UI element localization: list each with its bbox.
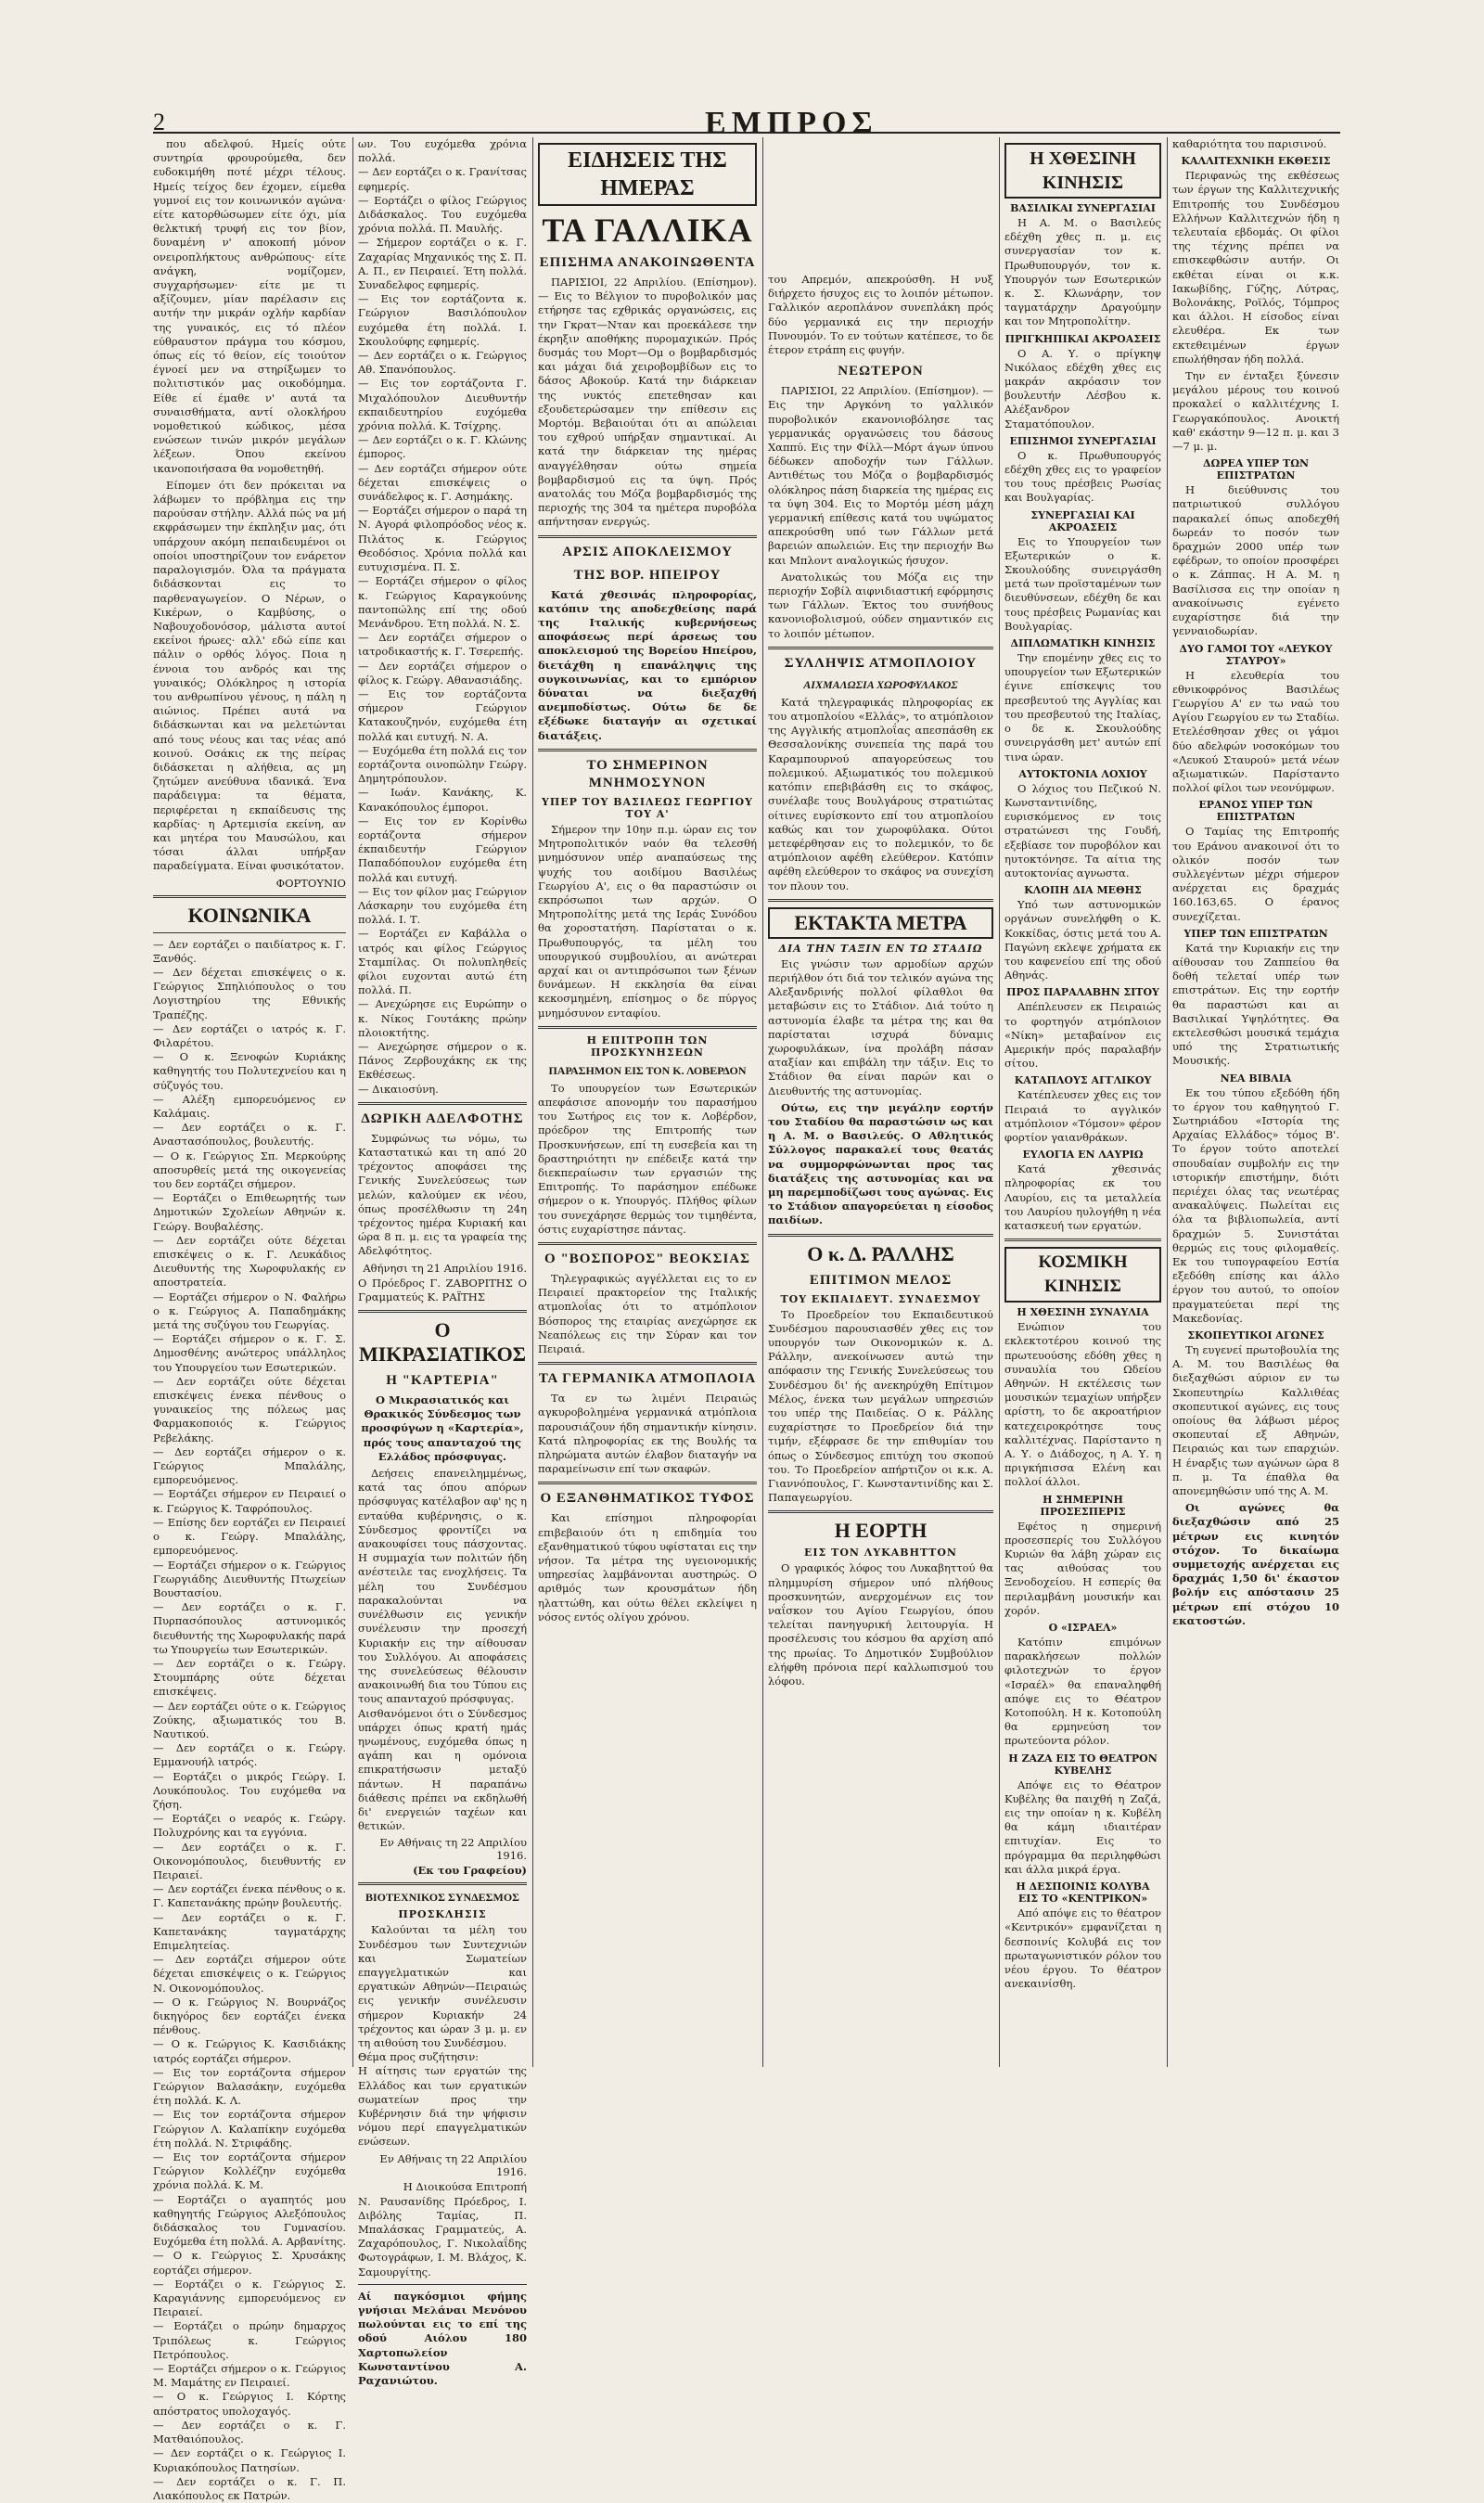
section-text: Εκ του τύπου εξεδόθη ήδη το έργον του καθηγητού Γ. Σωτηριάδου «Ιστορία της Αρχαίας Ελλάδος» τόμος Β'. Το έργον τούτο αποτελεί σπουδαίαν συμβολήν εις την ιστορικήν επιστήμην, διότι περιέχει όλας τας νεωτέρας ανακαλύψεις. Πωλείται εις όλα τα βιβλιοπωλεία, αντί δραχμών 5. Συνιστάται θερμώς εις τους φιλομαθείς. Εκ του τυπογραφείου Εστία εξεδόθη επίσης και άλλο έργον του αυτού, το οποίον πραγματεύεται περί της Μακεδονίας. [1172,1085,1339,1325]
section-text: Από απόψε εις το θέατρον «Κεντρικόν» εμφανίζεται η δεσποινίς Κολυβά εις τον πρωταγωνιστικόν ρόλον του νέου έργου. Το θέατρον ανεκαινίσθη. [1004,1906,1161,1991]
section-text: Απόψε εις το Θέατρον Κυβέλης θα παιχθή η Ζαζά, εις την οποίαν η κ. Κυβέλη θα κάμη ιδιαιτέραν επιτυχίαν. Εις το πρόγραμμα θα περιληφθώσι και άλλα μικρά έργα. [1004,1778,1161,1876]
main-subheadline: ΕΠΙΣΗΜΑ ΑΝΑΚΟΙΝΩΘΕΝΤΑ [539,255,756,270]
section-heading: ΠΡΙΓΚΗΠΙΚΑΙ ΑΚΡΟΑΣΕΙΣ [1004,332,1161,345]
ektakta-text: Εις γνώσιν των αρμοδίων αρχών περιήλθον ότι διά τον τελικόν αγώνα της Αλεξανδρινής πολλοί φίλαθλοι θα μεταβώσιν εις το Στάδιον. Διά τούτο η αστυνομία έλαβε τα μέτρα της και θα παρίσταται ισχυρά δύναμις χωροφυλάκων, ίνα προλάβη πάσαν αταξίαν και επιβάλη την τάξιν. Εις το Στάδιον θα είναι παρών και ο Διευθυντής της αστυνομίας. [768,956,993,1097]
section-text: Εφέτος η σημερινή προσεσπερίς του Συλλόγου Κυριών θα λάβη χώραν εις τας αιθούσας του Ξενοδοχείου. Η εσπερίς θα περιλαμβάνη μουσικήν και χορόν. [1004,1519,1161,1617]
section-text: Κατά την Κυριακήν εις την αίθουσαν του Ζαππείου θα δοθή τελεταί υπέρ των επιστράτων. Εις την εορτήν θα παραστώσι και αι Βασιλικαί Υψηλότητες. Θα εκτελεσθώσι μουσικά τεμάχια υπό της Στρατιωτικής Μουσικής. [1172,941,1339,1068]
divider [153,932,346,933]
section-heading: ΔΩΡΕΑ ΥΠΕΡ ΤΩΝ ΕΠΙΣΤΡΑΤΩΝ [1202,457,1310,482]
syllipsis-text: Κατά τηλεγραφικάς πληροφορίας εκ του ατμοπλοίου «Ελλάς», το ατμόπλοιον της Αγγλικής ατμοπλοΐας απεσπάσθη εκ Θεσσαλονίκης συνεπεία της παρά του Καραμπουρνού απαγορεύσεως του πολεμικού. Αξιωματικός του πολεμικού κατόπιν επεβιβάσθη εις το σκάφος, συνέλαβε τους Βουλγάρους στρατιώτας οίτινες ευρίσκοντο επί του ατμοπλοίου καθώς και τον χωροφύλακα. Ούτοι μετεφέρθησαν εις το πολεμικόν, το δε ατμόπλοιον αφέθη ελεύθερον. Κατόπιν αφέθη ελεύθερον το σκάφος να συνεχίση τον πλουν του. [768,695,993,892]
french-communique: ΠΑΡΙΣΙΟΙ, 22 Απριλίου. (Επίσημον). — Εις το Βέλγιον το πυροβολικόν μας ετήρησε τας εχθρικάς οργανώσεις, εις την Γκρατ—Νταν και προεκάλεσε την έκρηξιν αποθήκης πυρομαχικών. Πρός δυσμάς του Μορτ—Ομ ο βομβαρδισμός και μάχαι διά χειροβομβίδων εις το δάσος Αβοκούρ. Κατά την διάρκειαν της νυκτός επετεθησαν και εξουδετερώσαμεν την επίθεσιν εις Μορτόμ. Βεβαιούται ότι αι απώλειαι του εχθρού υπήρξαν σημαντικαί. Αι κατά την διάρκειαν της ημέρας αναγγέλθησαν ούτω σημεία βομβαρδισμού εις τα ύψη. Πρός ανατολάς του Μόζα βομβαρδισμός της περιοχής της 304 τα ημέτερα πυροβόλα απήντησαν ενεργώς. [538,276,757,529]
section-heading: ΒΑΣΙΛΙΚΑΙ ΣΥΝΕΡΓΑΣΙΑΙ [1010,202,1156,214]
section-heading: ΥΠΕΡ ΤΩΝ ΕΠΙΣΤΡΑΤΩΝ [1183,927,1328,940]
kosmiki-heading: ΚΟΣΜΙΚΗ ΚΙΝΗΣΙΣ [1004,1247,1161,1303]
column-rule [999,137,1000,2067]
column-5 [1004,137,1161,2067]
section-text: Τη ευγενεί πρωτοβουλία της Α. Μ. του Βασιλέως θα διεξαχθώσι αύριον εν τω Σκοπευτηρίω Καλλιθέας σκοπευτικοί αγώνες, εις τους οποίους θα λάβωσι μέρος σκοπευταί εξ Αθηνών, Πειραιώς και των επαρχιών. Η έναρξις των αγώνων ώρα 8 π. μ. Τα έπαθλα θα απονεμηθώσιν υπό της Α. Μ. [1172,1343,1339,1498]
divider [358,2284,527,2285]
viotechnikos-subheading: ΠΡΟΣΚΛΗΣΙΣ [398,1908,487,1921]
viotechnikos-text: Καλούνται τα μέλη του Συνδέσμου των Συντεχνιών και Σωματείων επαγγελματικών και εργατικών Αθηνών—Πειραιώς εις γενικήν συνέλευσιν σήμερον Κυριακήν 24 τρέχοντος και ώραν 3 μ. μ. εν τη αιθούση του Συνδέσμου. Θέμα προς συζήτησιν: Η αίτησις των εργατών της Ελλάδος και των εργατικών σωματείων προς την Κυβέρνησιν διά την ψήφισιν νόμου περί επαγγελματικών ενώσεων. [358,1923,527,2149]
divider [768,1510,993,1513]
mikrasiatikos-subheading: Η "ΚΑΡΤΕΡΙΑ" [386,1373,499,1389]
divider [538,1242,757,1245]
divider [538,1362,757,1365]
proskinisi-text: Το υπουργείον των Εσωτερικών απεφάσισε απονομήν του παρασήμου του Σωτήρος εις τον κ. Λοβέρδον, πρόεδρον της Επιτροπής των Προσκυνήσεων, επί τη ευσεβεία και τη δραστηριότητι ην επέδειξε κατά την διεκπεραίωσιν των εργασιών της Επιτροπής. Το παράσημον επέδωκε σήμερον ο κ. Υπουργός. Πλήθος φίλων του συνεχάρησε θερμώς τον τιμηθέντα, όστις ευχαρίστησε πάντας. [538,1081,757,1236]
column-1 [153,137,346,2502]
neoteron-heading: ΝΕΩΤΕΡΟΝ [838,364,924,379]
divider [358,1102,527,1105]
proskinisi-heading: Η ΕΠΙΤΡΟΠΗ ΤΩΝ ΠΡΟΣΚΥΝΗΣΕΩΝ [586,1033,709,1059]
mnimosyno-text: Σήμερον την 10ην π.μ. ώραν εις τον Μητροπολιτικόν ναόν θα τελεσθή μνημόσυνον υπέρ αναπαύσεως της ψυχής του αοιδίμου Βασιλέως Γεωργίου Α', εις ο θα παραστώσιν οι εκπρόσωποι των αρχών. Ο Μητροπολίτης μετά της Ιεράς Συνόδου θα χοροστατήση. Παρίσταται ο κ. Πρωθυπουργός, τα μέλη του υπουργικού συμβουλίου, αι ανώτεραι αρχαί και οι αντιπρόσωποι των ξένων δυνάμεων. Η εκκλησία θα είναι κεκοσμημένη, επίσημος ο δε πύργος μνημόσυνον ενταφίου. [538,822,757,1020]
section-text: Περιφανώς της εκθέσεως των έργων της Καλλιτεχνικής Επιτροπής του Συνδέσμου Ελλήνων Καλλιτεχνών ήδη η τελευταία εβδομάς. Οι φίλοι της τέχνης πρέπει να επισκεφθώσιν αυτήν. Οι εκθέται είναι οι κ.κ. Ιακωβίδης, Γύζης, Λύτρας, Βολονάκης, Ροϊλός, Τόμπρος και άλλοι. Η είσοδος είναι ελευθέρα. Εκ των εκτεθειμένων έργων επωλήθησαν ήδη πολλά. [1172,169,1339,366]
column-rule [352,137,353,2067]
viotechnikos-heading: ΒΙΟΤΕΧΝΙΚΟΣ ΣΥΝΔΕΣΜΟΣ [365,1891,520,1905]
section-text: Ενώπιον του εκλεκτοτέρου κοινού της πρωτευούσης εδόθη χθες η συναυλία του Ωδείου Αθηνών. Η εκτέλεσις των μουσικών τεμαχίων υπήρξεν αρίστη, το δε ακροατήριον κατεχειροκρότησε τους καλλιτέχνας. Παρίσταντο η Α. Υ. ο Διάδοχος, η Α. Υ. η πριγκήπισσα Ελένη και πολλοί άλλοι. [1004,1320,1161,1489]
section-text: Ο κ. Πρωθυπουργός εδέχθη χθες εις το γραφείον του τους πρέσβεις Ρωσίας και Βουλγαρίας. [1004,448,1161,505]
section-heading: ΕΡΑΝΟΣ ΥΠΕΡ ΤΩΝ ΕΠΙΣΤΡΑΤΩΝ [1198,799,1313,824]
mikrasiatikos-signature: (Εκ του Γραφείου) [413,1864,527,1878]
eorti-heading: Η ΕΟΡΤΗ [834,1519,928,1543]
section-text: Κατόπιν επιμόνων παρακλήσεων πολλών φιλοτεχνών το έργον «Ισραέλ» θα επαναληφθή απόψε εις το Θέατρον Κοτοπούλη. Η κ. Κοτοπούλη θα ερμηνεύση τον πρωτεύοντα ρόλον. [1004,1636,1161,1748]
section-text: Υπό των αστυνομικών οργάνων συνελήφθη ο Κ. Κοκκίδας, όστις μετά του Α. Παγώνη εκλεψε χρήματα εκ του καφενείου επί της οδού Αθηνάς. [1004,898,1161,982]
proskinisi-subheading: ΠΑΡΑΣΗΜΟΝ ΕΙΣ ΤΟΝ Κ. ΛΟΒΕΡΔΟΝ [548,1063,747,1077]
section-text: Η Α. Μ. ο Βασιλεύς εδέχθη χθες π. μ. εις συνεργασίαν τον κ. Πρωθυπουργόν, τον κ. Υπουργόν των Εσωτερικών κ. Σ. Κλωνάρην, τον ταγματάρχην Δραγούμην και τον Μητροπολίτην. [1004,216,1161,328]
byline: ΦΟΡΤΟΥΝΙΟ [275,876,346,890]
column-rule [762,137,763,2067]
eorti-subheading: ΕΙΣ ΤΟΝ ΛΥΚΑΒΗΤΤΟΝ [804,1547,957,1560]
section-text: Κατέπλευσεν χθες εις τον Πειραιά το αγγλικόν ατμόπλοιον «Τόμσον» φέρον φορτίον γαιανθράκων. [1004,1088,1161,1144]
syllipsis-heading: ΣΥΛΛΗΨΙΣ ΑΤΜΟΠΛΟΙΟΥ [784,655,978,671]
section-heading: ΣΚΟΠΕΥΤΙΚΟΙ ΑΓΩΝΕΣ [1187,1329,1324,1342]
mikrasiatikos-lead: Ο Μικρασιατικός και Θρακικός Σύνδεσμος των προσφύγων η «Καρτερία», πρός τους απανταχού της Ελλάδος πρόσφυγας. [361,1393,524,1463]
section-heading: ΕΥΛΟΓΙΑ ΕΝ ΛΑΥΡΙΩ [1022,1149,1144,1162]
ektakta-text-2: Ούτω, εις την μεγάλην εορτήν του Σταδίου θα παραστώσιν ως και η Α. Μ. ο Βασιλεύς. Ο Αθλητικός Σύλλογος παρακαλεί τους θεατάς να συμμορφώνωνται προς τας διατάξεις της αστυνομίας και να μη παρεμποδίζωσι τους αγώνας. Εις το Στάδιον απαγορεύεται η είσοδος παιδίων. [768,1100,993,1227]
adelfotis-signature: Ο Πρόεδρος Γ. ΖΑΒΟΡΙΤΗΣ Ο Γραμματεύς Κ. ΡΑΪΤΗΣ [358,1276,527,1303]
divider [538,535,757,538]
section-text: Ο Α. Υ. ο πρίγκηψ Νικόλαος εδέχθη χθες εις μακράν ακρόασιν τον βουλευτήν Λέσβου κ. Αλέξανδρον Σταματόπουλον. [1004,346,1161,430]
section-heading: ΕΠΙΣΗΜΟΙ ΣΥΝΕΡΓΑΣΙΑΙ [1009,434,1157,447]
germanika-text: Τα εν τω λιμένι Πειραιώς αγκυροβολημένα γερμανικά ατμόπλοια παρουσιάζουν ήδη σημαντικήν κίνησιν. Κατά πληροφορίας εκ της Βουλής τα πληρώματα αυτών έλαβον διαταγήν να παραμείνωσιν επί των σκαφών. [538,1392,757,1476]
section-text: Η διεύθυνσις του πατριωτικού συλλόγου παρακαλεί όπως αποδεχθή δωρεάν το ποσόν των δραχμών 2000 υπέρ των εφέδρων, το οποίον προσφέρει ο κ. Ζάππας. Η Α. Μ. η Βασίλισσα εις την οποίαν η ανακοίνωσις εγένετο ευχαρίστησε διά την γενναιοδωρίαν. [1172,483,1339,638]
mnimosyno-subheading: ΥΠΕΡ ΤΟΥ ΒΑΣΙΛΕΩΣ ΓΕΩΡΓΙΟΥ ΤΟΥ Α' [542,795,753,820]
germanika-heading: ΤΑ ΓΕΡΜΑΝΙΚΑ ΑΤΜΟΠΛΟΙΑ [538,1371,757,1387]
feuilleton-text: Είπομεν ότι δεν πρόκειται να λάβωμεν το πρόβλημα εις την παρούσαν στήλην. Αλλά πώς να μή εκφράσωμεν την έκπληξιν μας, ότι υπάρχουν ακόμη πεπαιδευμένοι οι οποίοι υποστηρίζουν τον ενάρετον παραλογισμόν. Όλα τα πράγματα διδάσκονται εις το παρθεναγωγείον. Ο Νέρων, ο Κικέρων, ο Καμβύσης, ο Ναβουχοδονόσορ, μάλιστα αυτοί εκείνοι ήρωες· αλλ' εδώ είπε και πάλιν ο ορθός λόγος. Ποια η έννοια του ανδρός και της γυναικός; Ολόκληρος η ιστορία του ανθρωπίνου γένους, η πάλη η αιώνιος. Πρέπει αυτά να διδάσκωνται και να μελετώνται από τους νέους και τας νέας από κοινού. Οσάκις εκ της πείρας διδάσκεται η αλήθεια, ας μη ζητώμεν ανεύθυνα ιδανικά. Ένα παράδειγμα: τα θέματα, περιφέρεται η εκπαίδευσις της καρδίας· η Αρτεμισία εκείνη, αν και μητέρα του Μαυσώλου, και τόσαι άλλαι υπήρξαν παραδείγματα. Είναι φυσικότατον. [153,478,346,873]
masthead: ΕΜΠΡΟΣ [705,106,878,140]
section-text: καθαριότητα του παρισινού. [1172,137,1327,150]
koinonika-heading: ΚΟΙΝΩΝΙΚΑ [187,903,312,927]
section-heading: ΝΕΑ ΒΙΒΛΙΑ [1220,1072,1292,1085]
rallis-subheading-2: ΤΟΥ ΕΚΠΑΙΔΕΥΤ. ΣΥΝΔΕΣΜΟΥ [780,1292,981,1305]
section-heading: ΚΑΛΛΙΤΕΧΝΙΚΗ ΕΚΘΕΣΙΣ [1181,155,1331,168]
section-text: Ο Ταμίας της Επιτροπής του Εράνου ανακοινοί ότι το ολικόν ποσόν των συλλεγέντων μέχρι σήμερον ανέρχεται εις δραχμάς 160.163,65. Ο έρανος συνεχίζεται. [1172,825,1339,923]
tyfos-heading: Ο ΕΞΑΝΘΗΜΑΤΙΚΟΣ ΤΥΦΟΣ [540,1491,755,1507]
section-heading: ΔΙΠΛΩΜΑΤΙΚΗ ΚΙΝΗΣΙΣ [1010,637,1156,650]
neoteron-text: ΠΑΡΙΣΙΟΙ, 22 Απριλίου. (Επίσημον). — Εις την Αργκόνη το γαλλικόν πυροβολικόν εκανονιοβόλησε τας γερμανικάς οργανώσεις του δάσους Χαππύ. Εις την Φίλλ—Μόρτ άγων ύπνου δέδωκεν αποδοχήν των Γάλλων. Αντιθέτως του Μόζα ο βομβαρδισμός ολόκληρος πάση διαρκεία της ημέρας εις τα ύψη 304. Εις το Μορτόμ μέση μάχη γερμανική επίθεσις κατά του υψώματος απεκρούσθη υπό των Γάλλων μετά βαρειών απωλειών. Εις την περιοχήν Βω και Μπλοντ αναλογικώς ήσυχον. [768,384,993,567]
mnimosyno-heading: ΤΟ ΣΗΜΕΡΙΝΟΝ ΜΝΗΜΟΣΥΝΟΝ [586,757,709,790]
social-notes-cont: ων. Του ευχόμεθα χρόνια πολλά. — Δεν εορτάζει ο κ. Γρανίτσας εφημερίς. — Εορτάζει ο φίλος Γεώργιος Διδάσκαλος. Του ευχόμεθα χρόνια πολλά. Π. Μαυλής. — Σήμερον εορτάζει ο κ. Γ. Ζαχαρίας Μηχανικός της Σ. Π. Α. Π., εν Πειραιεί. Έτη πολλά. Συναδελφος εφημερίς. — Εις τον εορτάζοντα κ. Γεώργιον Βασιλόπουλον ευχόμεθα έτη πολλά. Ι. Σκουλούφης εφημερίς. — Δεν εορτάζει ο κ. Γεώργιος Αθ. Σπανόπουλος. — Εις τον εορτάζοντα Γ. Μιχαλόπουλον Διευθυντήν εκπαιδευτηρίου ευχόμεθα χρόνια πολλά. Κ. Τσίχρης. — Δεν εορτάζει ο κ. Γ. Κλώνης έμπορος. — Δεν εορτάζει σήμερον ούτε δέχεται επισκέψεις ο συνάδελφος κ. Γ. Ασημάκης. — Εορτάζει σήμερον ο παρά τη Ν. Αγορά φιλοπρόοδος νέος κ. Πιλάτος κ. Γεώργιος Θεοδόσιος. Χρόνια πολλά και ευτυχισμένα. Π. Σ. — Εορτάζει σήμερον ο φίλος κ. Γεώργιος Καραγκούνης παντοπώλης επί της οδού Μενάνδρου. Έτη πολλά. Ν. Σ. — Δεν εορτάζει σήμερον ο ιατροδικαστής κ. Γ. Τσερεπής. — Δεν εορτάζει σήμερον ο φίλος κ. Γεώργ. Αθανασιάδης. — Εις τον εορτάζοντα σήμερον Γεώργιον Κατακουζηνόν, ευχόμεθα έτη πολλά και ευτυχή. Ν. Α. — Ευχόμεθα έτη πολλά εις τον εορτάζοντα οινοπώλην Γεώργ. Δημητρόπουλον. — Ιωάν. Κανάκης, Κ. Κανακόπουλος έμποροι. — Εις τον εν Κορίνθω εορτάζοντα σήμερον έκπαιδευτήν Γεώργιον Παπαδόπουλον ευχόμεθα έτη πολλά και ευτυχή. — Εις τον φίλον μας Γεώργιον Λάσκαρην του ευχόμεθα έτη πολλά. Ι. Τ. — Εορτάζει εν Καβάλλα ο ιατρός και φίλος Γεώργιος Σταμπίλας. Οι πολυπληθείς φίλοι ευχονται αυτώ έτη πολλά. Π. — Ανεχώρησε εις Ευρώπην ο κ. Νίκος Γουτάκης πρώην πλοιοκτήτης. — Ανεχώρησε σήμερον ο κ. Πάνος Ζερβουχάκης εκ της Εκθέσεως. — Δικαιοσύνη. [358,137,527,1096]
divider [358,1310,527,1313]
section-text: Οι αγώνες θα διεξαχθώσιν από 25 μέτρων εις κινητόν στόχον. Το δικαίωμα συμμετοχής ανέρχεται εις δραχμάς 1,50 δι' έκαστον βολήν εις απόστασιν 25 μέτρων επί στόχου 10 εκατοστών. [1172,1501,1339,1627]
section-heading: ΔΥΟ ΓΑΜΟΙ ΤΟΥ «ΛΕΥΚΟΥ ΣΤΑΥΡΟΥ» [1179,642,1333,667]
rallis-subheading: ΕΠΙΤΙΜΟΝ ΜΕΛΟΣ [809,1272,953,1288]
section-heading: Η ΧΘΕΣΙΝΗ ΣΥΝΑΥΛΙΑ [1017,1306,1149,1319]
kinisis-heading: Η ΧΘΕΣΙΝΗ ΚΙΝΗΣΙΣ [1004,143,1161,199]
mikrasiatikos-heading: Ο ΜΙΚΡΑΣΙΑΤΙΚΟΣ [358,1318,527,1367]
mikrasiatikos-text: Δεήσεις επανειλημμένως, κατά τας όπου απόρων πρόσφυγας κατέλαβον αφ' ης η ενταύθα κυβέρνησις, ο κ. Σύνδεσμος φροντίζει να ανακουφίσει τους πάσχοντας. Η συμμαχία των πολιτών ήδη ανέστειλε τας ενοχλήσεις. Τα μέλη του Συνδέσμου παρακαλούνται να συνέλθωσιν εις γενικήν συνέλευσιν την προσεχή Κυριακήν εις την αίθουσαν του Συλλόγου. Αι αποφάσεις της συνελεύσεως θέλουσιν ανακοινωθή δια του Τύπου εις τους απανταχού πρόσφυγας. Αισθανόμενοι ότι ο Σύνδεσμος υπάρχει όπως κρατή ημάς ηνωμένους, ευχόμεθα όπως η αγάπη και η ομόνοια επικρατήσωσιν μεταξύ πάντων. Η παραπάνω διάθεσις πρέπει να εκδηλωθή δι' ενεργειών ταχέων και θετικών. [358,1467,527,1833]
page-number: 2 [153,109,165,135]
adelfotis-text: Συμφώνως τω νόμω, τω Καταστατικώ και τη από 20 τρέχοντος αποφάσει της Γενικής Συνελεύσεως των μελών, καλούμεν εκ νέου, όπως προσέλθωσιν τη 24η τρέχοντος ημέρα Κυριακή και ώρα 8 π. μ. εις τα γραφεία της Αδελφότητος. [358,1131,527,1258]
section-heading: ΣΥΝΕΡΓΑΣΙΑΙ ΚΑΙ ΑΚΡΟΑΣΕΙΣ [1030,508,1135,533]
column-rule [532,137,533,2067]
section-heading: ΠΡΟΣ ΠΑΡΑΛΑΒΗΝ ΣΙΤΟΥ [1006,986,1159,999]
social-notes: — Δεν εορτάζει ο παιδίατρος κ. Γ. Ξανθός. — Δεν δέχεται επισκέψεις ο κ. Γεώργιος Σπηλιόπουλος ο του Λογιστηρίου της Εθνικής Τραπέζης. — Δεν εορτάζει ο ιατρός κ. Γ. Φιλαρέτου. — Ο κ. Ξενοφών Κυριάκης καθηγητής του Πολυτεχνείου και η σύζυγός του. — Αλέξη εμπορευόμενος εν Καλάμαις. — Δεν εορτάζει ο κ. Γ. Αναστασόπουλος, βουλευτής. — Ο κ. Γεώργιος Σπ. Μερκούρης αποσυρθείς μετά της οικογενείας του δεν εορτάζει σήμερον. — Εορτάζει ο Επιθεωρητής των Δημοτικών Σχολείων Αθηνών κ. Γεώργ. Βουβαλέσης. — Δεν εορτάζει ούτε δέχεται επισκέψεις ο κ. Γ. Λευκάδιος Διευθυντής της Χωροφυλακής εν αποστρατεία. — Εορτάζει σήμερον ο Ν. Φαλήρω ο κ. Γεώργιος Α. Παπαδημάκης μετά της συζύγου του Γεωργίας. — Εορτάζει σήμερον ο κ. Γ. Σ. Δημοσθένης ανώτερος υπάλληλος του Υπουργείου των Εσωτερικών. — Δεν εορτάζει ούτε δέχεται επισκέψεις ένεκα πένθους ο γυναικείος της πόλεως μας Φαρμακοποιός κ. Γεώργιος Ρεβελάκης. — Δεν εορτάζει σήμερον ο κ. Γεώργιος Μπαλάλης, εμπορευόμενος. — Εορτάζει σήμερον εν Πειραιεί ο κ. Γεώργιος Κ. Ταφρόπουλος. — Επίσης δεν εορτάζει εν Πειραιεί ο κ. Γεώργ. Μπαλάλης, εμπορευόμενος. — Εορτάζει σήμερον ο κ. Γεώργιος Γεωργιάδης Διευθυντής Πτωχείων Βουστασίου. — Δεν εορτάζει ο κ. Γ. Πυρπασόπουλος αστυνομικός διευθυντής της Χωροφυλακής παρά τω Υπουργείω των Εσωτερικών. — Δεν εορτάζει ο κ. Γεώργ. Στουμπάρης ούτε δέχεται επισκέψεις. — Δεν εορτάζει ούτε ο κ. Γεώργιος Ζούκης, αξιωματικός του Β. Ναυτικού. — Δεν εορτάζει ο κ. Γεώργ. Εμμανουήλ ιατρός. — Εορτάζει ο μικρός Γεώργ. Ι. Λουκόπουλος. Του ευχόμεθα να ζήση. — Εορτάζει ο νεαρός κ. Γεώργ. Πολυχρόνης και τα εγγόνια. — Δεν εορτάζει ο κ. Γ. Οικονομόπουλος, διευθυντής εν Πειραιεί. — Δεν εορτάζει ένεκα πένθους ο κ. Γ. Καπετανάκης πρώην βουλευτής. — Δεν εορτάζει ο κ. Γ. Καπετανάκης ταγματάρχης Επιμελητείας. — Δεν εορτάζει σήμερον ούτε δέχεται επισκέψεις ο κ. Γεώργιος Ν. Οικονομόπουλος. — Ο κ. Γεώργιος Ν. Βουρνάζος δικηγόρος δεν εορτάζει ένεκα πένθους. — Ο κ. Γεώργιος Κ. Κασιδιάκης ιατρός εορτάζει σήμερον. — Εις τον εορτάζοντα σήμερον Γεώργιον Βαλασάκην, ευχόμεθα έτη πολλά. Κ. Λ. — Εις τον εορτάζοντα σήμερον Γεώργιον Λ. Καλαπίκην ευχόμεθα έτη πολλά. Ν. Στριφάδης. — Εις τον εορτάζοντα σήμερον Γεώργιον Κολλέζην ευχόμεθα χρόνια πολλά. Κ. Μ. — Εορτάζει ο αγαπητός μου καθηγητής Γεώργιος Αλεξόπουλος διδάσκαλος του Γυμνασίου. Ευχόμεθα έτη πολλά. Α. Αρβανίτης. — Ο κ. Γεώργιος Σ. Χρυσάκης εορτάζει σήμερον. — Εορτάζει ο κ. Γεώργιος Σ. Καραγιάννης εμπορευόμενος εν Πειραιεί. — Εορτάζει ο πρώην δημαρχος Τριπόλεως κ. Γεώργιος Πετρόπουλος. — Εορτάζει σήμερον ο κ. Γεώργιος Μ. Μαμάτης εν Πειραιεί. — Ο κ. Γεώργιος Ι. Κόρτης απόστρατος υπολοχαγός. — Δεν εορτάζει ο κ. Γ. Ματθαιόπουλος. — Δεν εορτάζει ο κ. Γεώργιος Ι. Κυριακόπουλος Πατησίων. — Δεν εορτάζει ο κ. Γ. Π. Λιακόπουλος εκ Πατρών. [153,937,346,2502]
rallis-text: Το Προεδρείον του Εκπαιδευτικού Συνδέσμου παρουσιασθέν χθες εις τον υπουργόν των Οικονομικών κ. Δ. Ράλλην, ανεκοίνωσεν αυτώ την απόφασιν της Γενικής Συνελεύσεως του Συνδέσμου δι' ής ανεκηρύχθη Επίτιμον Μέλος, ένεκα των μεγάλων υπηρεσιών του υπέρ της Παιδείας. Ο κ. Ράλλης ευχαρίστησε το Προεδρείον διά την τιμήν, εξέφρασε δε την επιθυμίαν του όπως ο Σύνδεσμος επιτύχη του σκοπού του. Το Προεδρείον απήρτιζον οι κ.κ. Α. Γιαννόπουλος, Γ. Κωνσταντινίδης και Σ. Παπαγεωργίου. [768,1307,993,1505]
section-heading: Ο «ΙΣΡΑΕΛ» [1048,1622,1118,1635]
section-text: Κατά χθεσινάς πληροφορίας εκ του Λαυρίου, εις τα μεταλλεία του Λαυρίου ηυλογήθη η νέα κατασκευή των εργατών. [1004,1162,1161,1232]
divider [1004,1239,1161,1241]
main-headline: ΤΑ ΓΑΛΛΙΚΑ [542,212,753,249]
rallis-heading: Ο κ. Δ. ΡΑΛΛΗΣ [807,1241,954,1265]
section-heading: Η ΖΑΖΑ ΕΙΣ ΤΟ ΘΕΑΤΡΟΝ ΚΥΒΕΛΗΣ [1008,1752,1158,1777]
ipeiros-subheading: ΤΗΣ ΒΟΡ. ΗΠΕΙΡΟΥ [573,567,722,583]
divider [538,749,757,751]
french-communique-cont: του Απρεμόν, απεκρούσθη. Η νυξ διήρχετο ήσυχος εις το λοιπόν μέτωπον. Γαλλικόν αεροπλάνον συνεπλάκη πρός δύο γερμανικά εις την περιοχήν Πυνουμόν. Το εν τούτων κατέπεσε, το δε έτερον ετράπη εις φυγήν. [768,273,993,357]
divider [768,647,993,649]
ektakta-subheading: ΔΙΑ ΤΗΝ ΤΑΞΙΝ ΕΝ ΤΩ ΣΤΑΔΙΩ [778,942,983,955]
tyfos-text: Και επίσημοι πληροφορίαι επιβεβαιούν ότι η επιδημία του εξανθηματικού τύφου υφίσταται εις την νήσον. Τα μέτρα της υγειονομικής υπηρεσίας λαμβάνονται αυστηρώς. Ο αριθμός των κρουσμάτων ήδη ηλαττώθη, και ούτω θέλει εκλείψει η νόσος εντός ολίγου χρόνου. [538,1511,757,1624]
vosporos-text: Τηλεγραφικώς αγγέλλεται εις το εν Πειραιεί πρακτορείον της Ιταλικής ατμοπλοΐας ότι το ατμόπλοιον Βόσπορος της εταιρίας ανεχώρησε εκ Νεαπόλεως εις την Σύραν και τον Πειραιά. [538,1271,757,1355]
divider [538,1482,757,1484]
mikrasiatikos-date: Εν Αθήναις τη 22 Απριλίου 1916. [379,1836,527,1863]
ink-advert: Αί παγκόσμιοι φήμης γνήσιαι Μελάναι Μενόνου πωλούνται εις το επί της οδού Αιόλου 180 Χαρτοπωλείον Κωνσταντίνου Α. Ραχανιώτου. [358,2289,527,2388]
column-3 [538,137,757,2067]
neoteron-text-2: Ανατολικώς του Μόζα εις την περιοχήν Σοβίλ αιφνιδιαστική εφόρμησις των Γάλλων. Έκτος του συνήθους κανονιοβολισμού, ούδεν σημαντικόν εις το λοιπόν μέτωπον. [768,570,993,640]
viotechnikos-members: Ν. Ραυσανίδης Πρόεδρος, Ι. Διβόλης Ταμίας, Π. Μπαλάσκας Γραμματεύς, Α. Ζαχαρόπουλος, Γ. Νικολαΐδης Φωτογράφων, Ι. Μ. Βλάχος, Κ. Σαμουργίτης. [358,2194,527,2278]
divider [768,899,993,902]
syllipsis-subheading: ΑΙΧΜΑΛΩΣΙΑ ΧΩΡΟΦΥΛΑΚΟΣ [803,677,958,691]
section-text: Την επομένην χθες εις το υπουργείον των Εξωτερικών έγινε επίσκεψις του πρεσβευτού της Αγγλίας και του πρεσβευτού της Ιταλίας, ο δε κ. Σκουλούδης συνειργάσθη μετ' αυτών επί τινα ώραν. [1004,651,1161,764]
column-rule [1167,137,1168,2067]
section-heading: Η ΣΗΜΕΡΙΝΗ ΠΡΟΣΕΣΠΕΡΙΣ [1040,1493,1126,1518]
divider [153,895,346,898]
section-text: Την εν ένταξει ξύνεσιν μεγάλου μέρους του κοινού προκαλεί ο καλλιτέχνης Ι. Γεωργακόπουλος. Ανοικτή καθ' εκάστην 9—12 π. μ. και 3—7 μ. μ. [1172,369,1339,454]
column-6 [1172,137,1339,2067]
eorti-text: Ο γραφικός λόφος του Λυκαβηττού θα πλημμυρίση σήμερον υπό πλήθους προσκυνητών, ανερχομένων εις τον ναΐσκον του Αγίου Γεωργίου, όπου τελείται πανηγυρική λειτουργία. Η προσέλευσις του κόσμου θα αρχίση από της πρωίας. Το Δημοτικόν Συμβούλιον ελήφθη πρόνοια περί καλλωπισμού του λόφου. [768,1561,993,1688]
top-rule [153,132,1340,134]
section-text: Εις το Υπουργείον των Εξωτερικών ο κ. Σκουλούδης συνειργάσθη μετά των προϊσταμένων των διευθύνσεων, εδέχθη δε και τους πρέσβεις Ρωμανίας και Βουλγαρίας. [1004,534,1161,633]
banner-spacer [768,137,993,273]
divider [358,1882,527,1885]
ipeiros-text: Κατά χθεσινάς πληροφορίας, κατόπιν της αποδεχθείσης παρά της Ιταλικής κυβερνήσεως αποφάσεως περί άρσεως του αποκλεισμού της Βορείου Ηπείρου, διετάχθη η επανάληψις της συγκοινωνίας, και το εμπόριον δύναται να διεξαχθή ανεμποδίστως. Ούτω δε δε εξέδωκε διαταγήν αι σχετικαί διατάξεις. [538,587,757,742]
adelfotis-date: Αθήνησι τη 21 Απριλίου 1916. [363,1261,527,1275]
section-text: Η ελευθερία του εθνικοφρόνος Βασιλέως Γεωργίου Α' εν τω ναώ του Αγίου Γεωργίου εν τω Σταδίω. Ετελέσθησαν χθες οι γάμοι δύο αδελφών νοσοκόμων του «Λευκού Σταυρού» μετά νέων αξιωματικών. Παρίσταντο πολλοί φίλοι των νεονύμφων. [1172,668,1339,795]
viotechnikos-signature: Η Διοικούσα Επιτροπή [403,2179,527,2193]
ektakta-heading: ΕΚΤΑΚΤΑ ΜΕΤΡΑ [768,907,993,939]
section-heading: ΚΛΟΠΗ ΔΙΑ ΜΕΘΗΣ [1024,884,1142,897]
adelfotis-heading: ΔΩΡΙΚΗ ΑΔΕΛΦΟΤΗΣ [361,1110,524,1126]
news-banner: ΕΙΔΗΣΕΙΣ ΤΗΣ ΗΜΕΡΑΣ [538,143,757,206]
vosporos-heading: Ο "ΒΟΣΠΟΡΟΣ" ΒΕΟΚΣΙΑΣ [544,1251,750,1266]
section-heading: Η ΔΕΣΠΟΙΝΙΣ ΚΟΛΥΒΑ ΕΙΣ ΤΟ «ΚΕΝΤΡΙΚΟΝ» [1016,1880,1150,1906]
ipeiros-heading: ΑΡΣΙΣ ΑΠΟΚΛΕΙΣΜΟΥ [562,544,733,559]
section-text: Απέπλευσεν εκ Πειραιώς το φορτηγόν ατμόπλοιον «Νίκη» μεταβαίνον εις Αμερικήν πρός παραλαβήν σίτου. [1004,1000,1161,1071]
section-text: Ο λόχιος του Πεζικού Ν. Κωνσταντινίδης, ευρισκόμενος εν τοις στρατώνεσι της Γουδή, εξεβίασε τον πυροβόλον και ηυτοκτόνησε. Τα αίτια της αυτοκτονίας αγνωστα. [1004,781,1161,879]
viotechnikos-date: Εν Αθήναις τη 22 Απριλίου 1916. [379,2151,527,2178]
section-heading: ΚΑΤΑΠΛΟΥΣ ΑΓΓΛΙΚΟΥ [1014,1074,1152,1087]
column-2 [358,137,527,2388]
divider [768,1234,993,1237]
divider [538,1026,757,1029]
feuilleton-text: που αδελφού. Ημείς ούτε συντηρία φρουρούμεθα, δεν ευδοκιμήθη ποτέ μέχρι τέλους. Ημείς τείχος δεν έχομεν, είμεθα γυμνοί εις τον κοινωνικόν αγώνα· είτε κατορθώσωμεν είτε όχι, μία θελκτική τρυφή εις τον βίον, δυναμένη ν' αποκοπή μόνον ονειροπλήκτους ανθρώπους· είτε ανάγκη, νομίζομεν, συγχαρήσωμεν· είτε με τι αξίζουμεν, μίαν παρέλασιν εις αυτήν την μικράν οχλήν καρδίαν της γυναικός, εις τό πλέον εύθραυστον πράγμα του κόσμου, όπως είς τό θείον, είς τοιούτον έγνοεί μεν να στηρίξωμεν το πολιτιστικόν μας οικοδόμημα. Είθε εί έμαθε ν' αυτά τα συναισθήματα, αντί ολοκλήρου νομοθετικού κώδικος, μέσα ενώσεων τινών μικρόν μεγάλων λέξεων. Όπου εκείνου ικανοποιήσασα θα νομοθετηθή. [153,137,346,475]
column-4 [768,137,993,2067]
section-heading: ΑΥΤΟΚΤΟΝΙΑ ΛΟΧΙΟΥ [1018,767,1147,780]
